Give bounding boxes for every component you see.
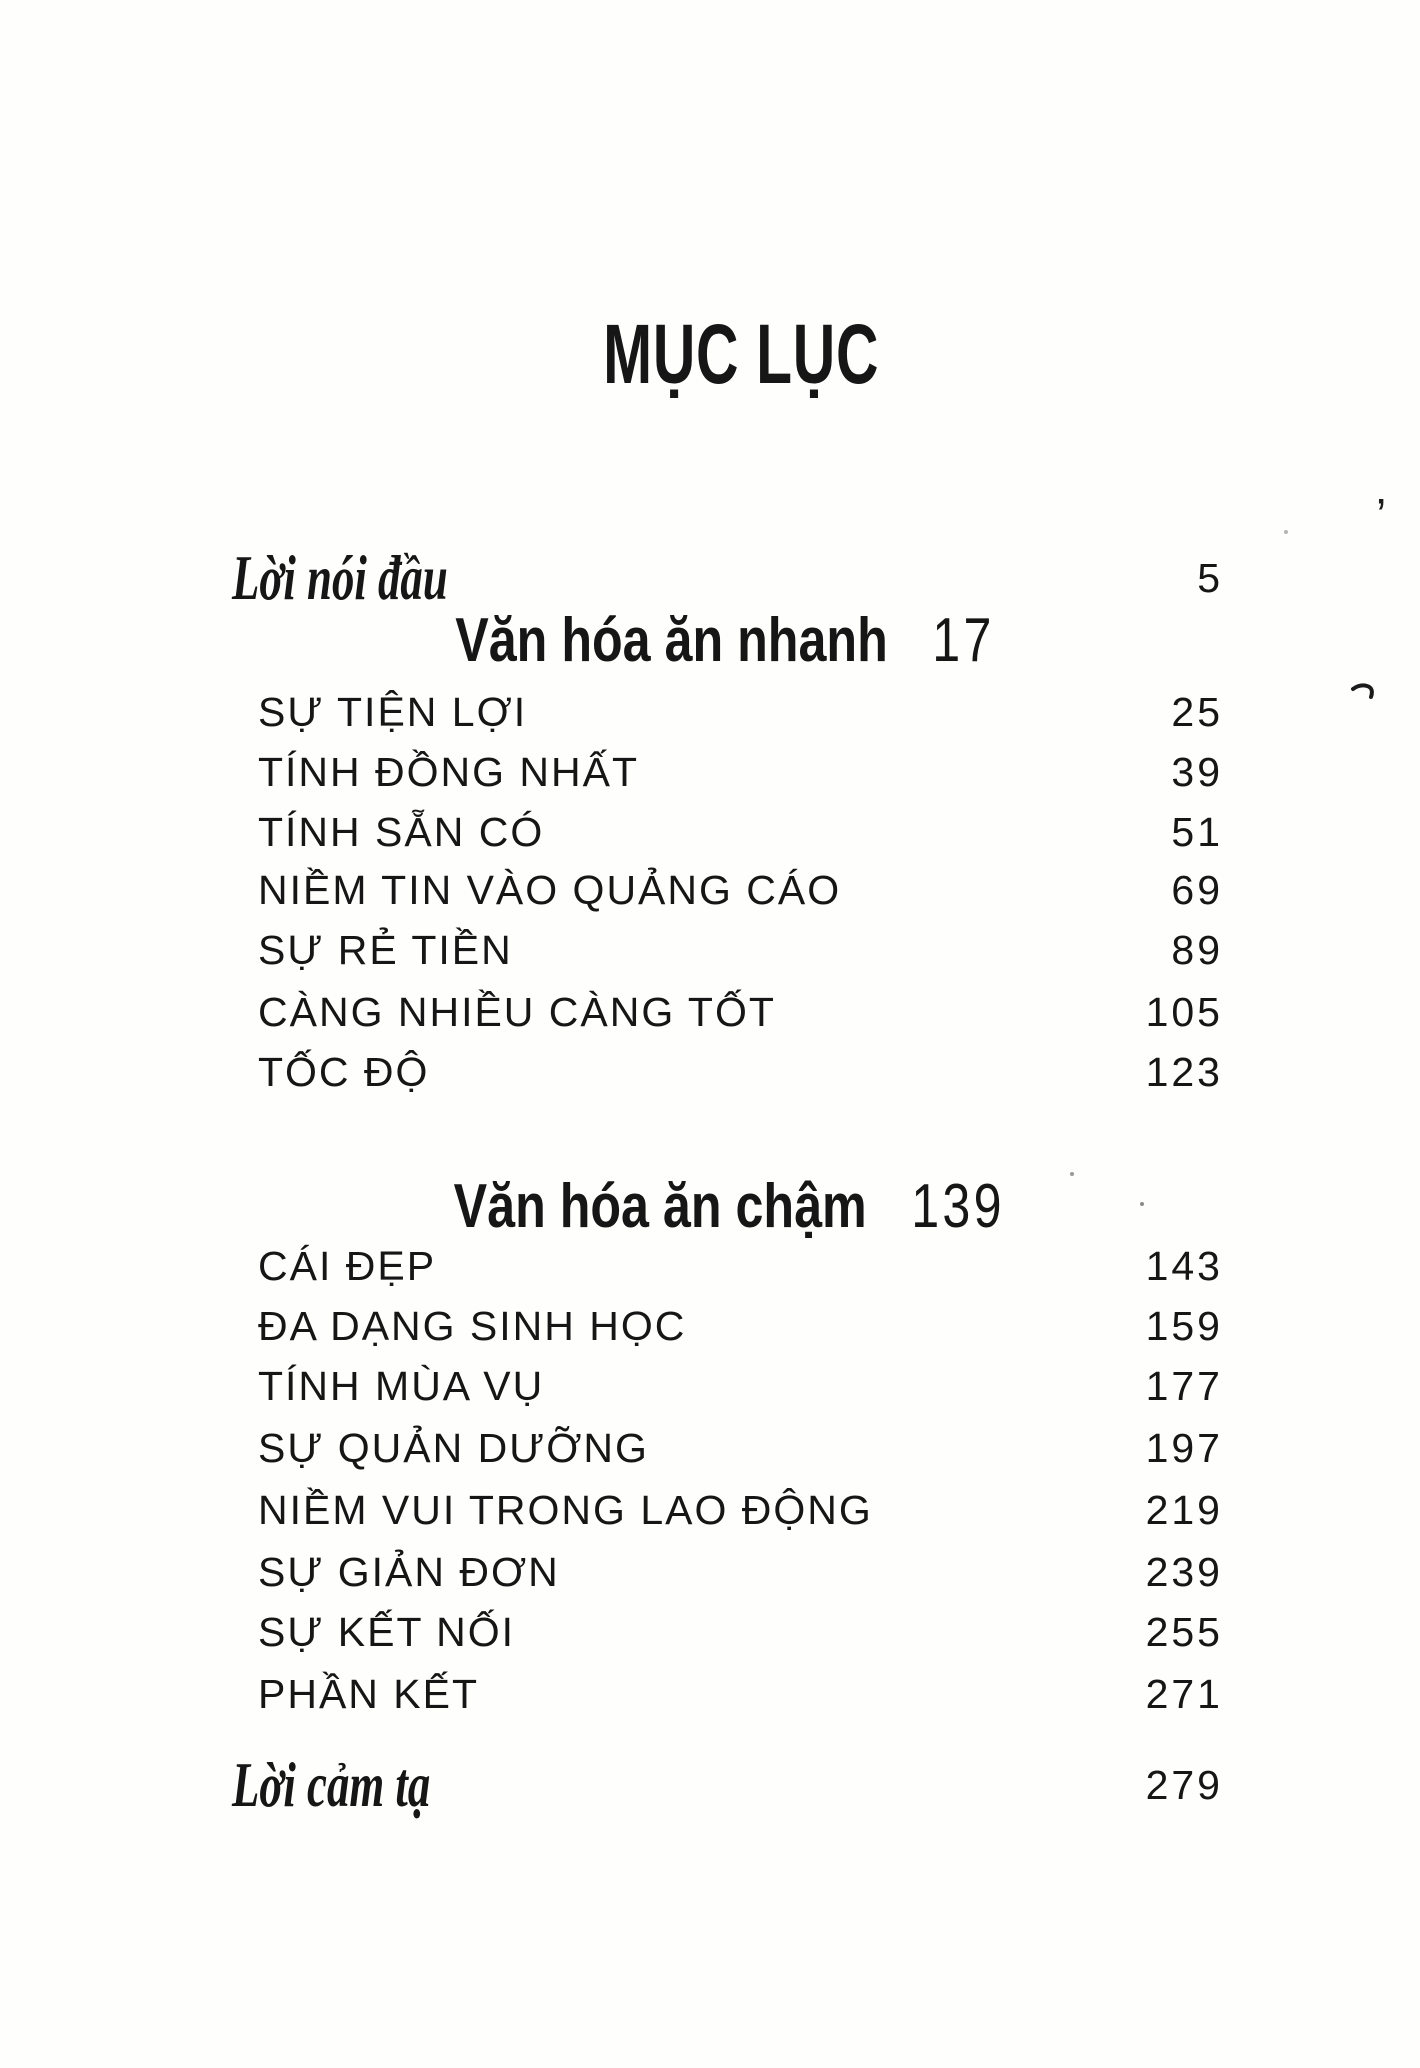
toc-entry-label: NIỀM TIN VÀO QUẢNG CÁO — [258, 867, 842, 913]
toc-entry-page-number: 39 — [1171, 749, 1223, 795]
toc-entry-page-number: 239 — [1145, 1549, 1223, 1595]
toc-row — [0, 1487, 1420, 1542]
scan-artifact-hook-mark — [1350, 682, 1378, 706]
front-matter-label: Lời nói đầu — [232, 542, 448, 613]
toc-row — [0, 1549, 1420, 1604]
toc-entry-page-number: 143 — [1145, 1243, 1223, 1289]
toc-entry-label: ĐA DẠNG SINH HỌC — [258, 1303, 687, 1349]
front-matter-row — [0, 542, 1420, 613]
toc-entry-label: NIỀM VUI TRONG LAO ĐỘNG — [258, 1487, 873, 1533]
toc-row — [0, 1671, 1420, 1726]
toc-entry-page-number: 159 — [1145, 1303, 1223, 1349]
toc-entry-label: SỰ TIỆN LỢI — [258, 689, 528, 735]
section-heading-fast-food — [15, 606, 1420, 675]
toc-entry-label: TÍNH MÙA VỤ — [258, 1363, 545, 1409]
section-heading-page-number: 139 — [911, 1172, 1005, 1241]
toc-row — [0, 1425, 1420, 1480]
back-matter-row — [0, 1749, 1420, 1820]
toc-row — [0, 689, 1420, 744]
toc-entry-label: PHẦN KẾT — [258, 1671, 480, 1717]
toc-entry-page-number: 51 — [1171, 809, 1223, 855]
toc-row — [0, 1049, 1420, 1104]
toc-entry-label: CÁI ĐẸP — [258, 1243, 437, 1289]
toc-row — [0, 867, 1420, 922]
toc-row — [0, 749, 1420, 804]
toc-row — [0, 1243, 1420, 1298]
toc-row — [0, 927, 1420, 982]
scan-artifact-dot — [1140, 1202, 1144, 1206]
toc-entry-page-number: 219 — [1145, 1487, 1223, 1533]
scan-artifact-dot — [1070, 1172, 1074, 1176]
scan-artifact-quote-mark: ’ — [1376, 489, 1387, 541]
scan-artifact-dot — [1284, 530, 1288, 534]
toc-entry-label: CÀNG NHIỀU CÀNG TỐT — [258, 989, 776, 1035]
toc-entry-label: TÍNH ĐỒNG NHẤT — [258, 749, 640, 795]
section-heading-page-number: 17 — [932, 606, 995, 675]
toc-row — [0, 809, 1420, 864]
toc-entry-page-number: 105 — [1145, 989, 1223, 1035]
toc-entry-label: SỰ RẺ TIỀN — [258, 927, 513, 973]
toc-entry-page-number: 123 — [1145, 1049, 1223, 1095]
front-matter-page-number: 5 — [1197, 555, 1223, 601]
toc-row — [0, 1609, 1420, 1664]
toc-row — [0, 989, 1420, 1044]
toc-entry-page-number: 271 — [1145, 1671, 1223, 1717]
toc-entry-page-number: 197 — [1145, 1425, 1223, 1471]
section-heading-label: Văn hóa ăn nhanh — [455, 606, 888, 675]
toc-entry-page-number: 69 — [1171, 867, 1223, 913]
toc-entry-label: TÍNH SẴN CÓ — [258, 809, 545, 855]
toc-entry-page-number: 89 — [1171, 927, 1223, 973]
toc-entry-label: SỰ QUẢN DƯỠNG — [258, 1425, 649, 1471]
page-title-text: MỤC LỤC — [603, 307, 879, 401]
toc-entry-label: SỰ KẾT NỐI — [258, 1609, 516, 1655]
toc-row — [0, 1363, 1420, 1418]
section-heading-slow-food — [19, 1172, 1420, 1241]
toc-entry-label: SỰ GIẢN ĐƠN — [258, 1549, 560, 1595]
toc-entry-page-number: 177 — [1145, 1363, 1223, 1409]
back-matter-label: Lời cảm tạ — [232, 1749, 431, 1820]
toc-row — [0, 1303, 1420, 1358]
page-title — [31, 307, 1420, 401]
toc-entry-page-number: 25 — [1171, 689, 1223, 735]
toc-entry-page-number: 255 — [1145, 1609, 1223, 1655]
section-heading-label: Văn hóa ăn chậm — [453, 1172, 867, 1241]
back-matter-page-number: 279 — [1145, 1762, 1223, 1808]
toc-entry-label: TỐC ĐỘ — [258, 1049, 430, 1095]
